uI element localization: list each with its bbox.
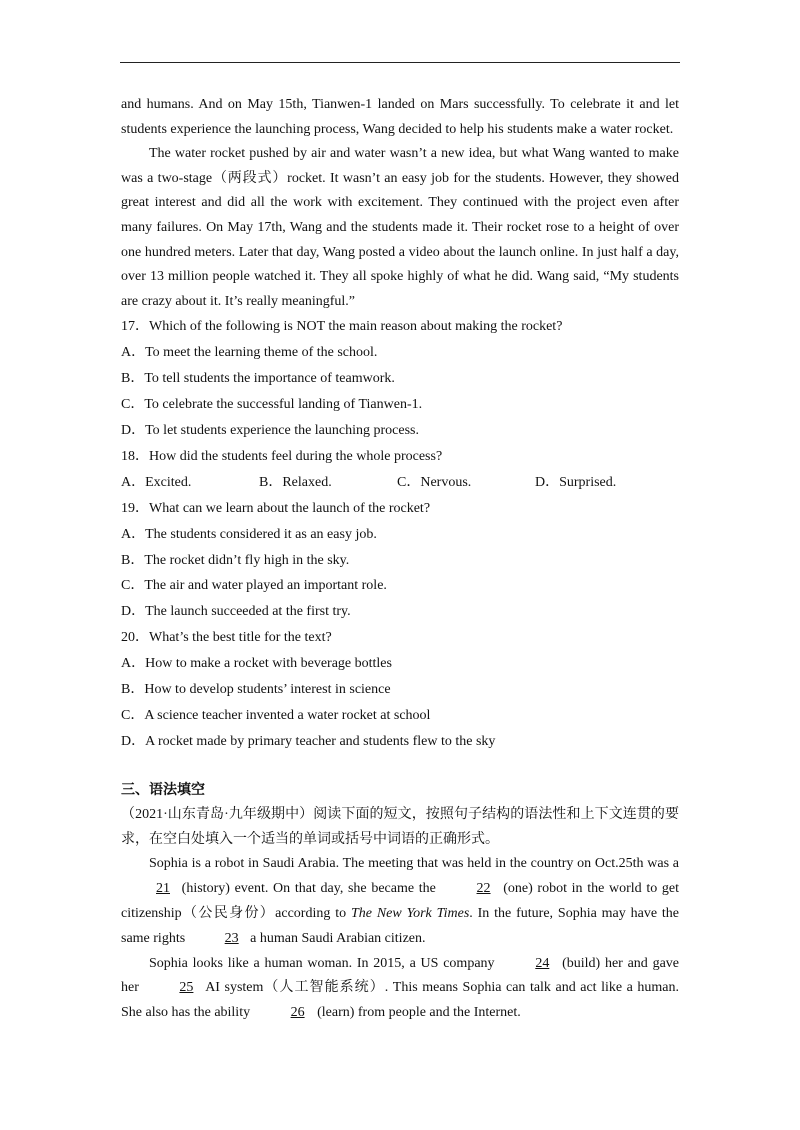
option-a: A．How to make a rocket with beverage bottles: [121, 656, 392, 672]
question-stem: 17．Which of the following is NOT the main reason about making the rocket?: [121, 319, 563, 335]
option-c: C．A science teacher invented a water rocket at school: [121, 707, 431, 723]
text: . In the future, Sophia may have the same rights: [121, 905, 680, 946]
text: (history) event. On that day, she became the: [177, 881, 441, 897]
blank-21[interactable]: 21: [156, 881, 170, 897]
text: AI system（人工智能系统）. This means Sophia can talk and act like a human. She also has the ability: [121, 980, 679, 1021]
grammar-paragraph-1: [121, 852, 679, 951]
options-row: [121, 470, 679, 496]
question-18: [121, 444, 679, 496]
option-c: C．Nervous.: [397, 474, 472, 490]
blank-26[interactable]: 26: [290, 1005, 305, 1021]
question-stem: 20．What’s the best title for the text?: [121, 630, 332, 646]
option-d: D．The launch succeeded at the first try.: [121, 604, 351, 620]
passage-paragraph: and humans. And on May 15th, Tianwen-1 landed on Mars successfully. To celebrate it and let students experience the launching process, Wang decided to help his students make a water rocket.: [121, 97, 679, 137]
question-stem: 18．How did the students feel during the whole process?: [121, 448, 443, 464]
question-20: [121, 625, 679, 755]
blank-25[interactable]: 25: [179, 980, 194, 996]
option-d: D．Surprised.: [535, 474, 617, 490]
section-heading: 三、语法填空: [121, 782, 205, 798]
grammar-instruction: （2021·山东青岛·九年级期中）阅读下面的短文，按照句子结构的语法性和上下文连贯的要求，在空白处填入一个适当的单词或括号中词语的正确形式。: [121, 806, 679, 847]
header-rule: [120, 62, 680, 63]
option-d: D．To let students experience the launching process.: [121, 422, 419, 438]
grammar-paragraph-2: [121, 952, 679, 1026]
blank-23[interactable]: 23: [224, 930, 239, 946]
option-c: C．The air and water played an important role.: [121, 578, 387, 594]
option-a: A．The students considered it as an easy job.: [121, 526, 377, 542]
option-d: D．A rocket made by primary teacher and students flew to the sky: [121, 733, 496, 749]
option-b: B．Relaxed.: [259, 474, 332, 490]
text: (one) robot in the world to get citizenship（公民身份）according to: [121, 881, 679, 921]
question-19: [121, 496, 679, 626]
option-c: C．To celebrate the successful landing of Tianwen-1.: [121, 397, 423, 413]
text: (build) her and gave her: [121, 955, 680, 996]
question-17: [121, 314, 679, 444]
page-content: [121, 93, 679, 1026]
text: (learn) from people and the Internet.: [313, 1005, 521, 1021]
blank-24[interactable]: 24: [535, 955, 550, 971]
text: Sophia is a robot in Saudi Arabia. The meeting that was held in the country on Oct.25th was a: [149, 856, 679, 872]
option-b: B．The rocket didn’t fly high in the sky.: [121, 552, 350, 568]
text: a human Saudi Arabian citizen.: [246, 930, 426, 946]
italic-title: The New York Times: [350, 905, 470, 921]
blank-22[interactable]: 22: [476, 881, 491, 897]
option-b: B．To tell students the importance of teamwork.: [121, 371, 395, 387]
option-a: A．To meet the learning theme of the school.: [121, 345, 378, 361]
option-a: A．Excited.: [121, 474, 192, 490]
passage-paragraph: The water rocket pushed by air and water wasn’t a new idea, but what Wang wanted to make was a two-stage（两段式）rocket. It wasn’t an easy job for the students. However, they showed great interest and did all the work with excitement. They continued with the project even after many failures. On May 17th, Wang and the students made it. Their rocket rose to a height of over one hundred meters. Later that day, Wang posted a video about the launch online. In just half a day, over 13 million people watched it. They all spoke highly of what he did. Wang said, “My students are crazy about it. It’s really meaningful.”: [121, 146, 679, 309]
text: Sophia looks like a human woman. In 2015, a US company: [149, 955, 500, 971]
question-stem: 19．What can we learn about the launch of the rocket?: [121, 500, 431, 516]
option-b: B．How to develop students’ interest in science: [121, 682, 391, 698]
